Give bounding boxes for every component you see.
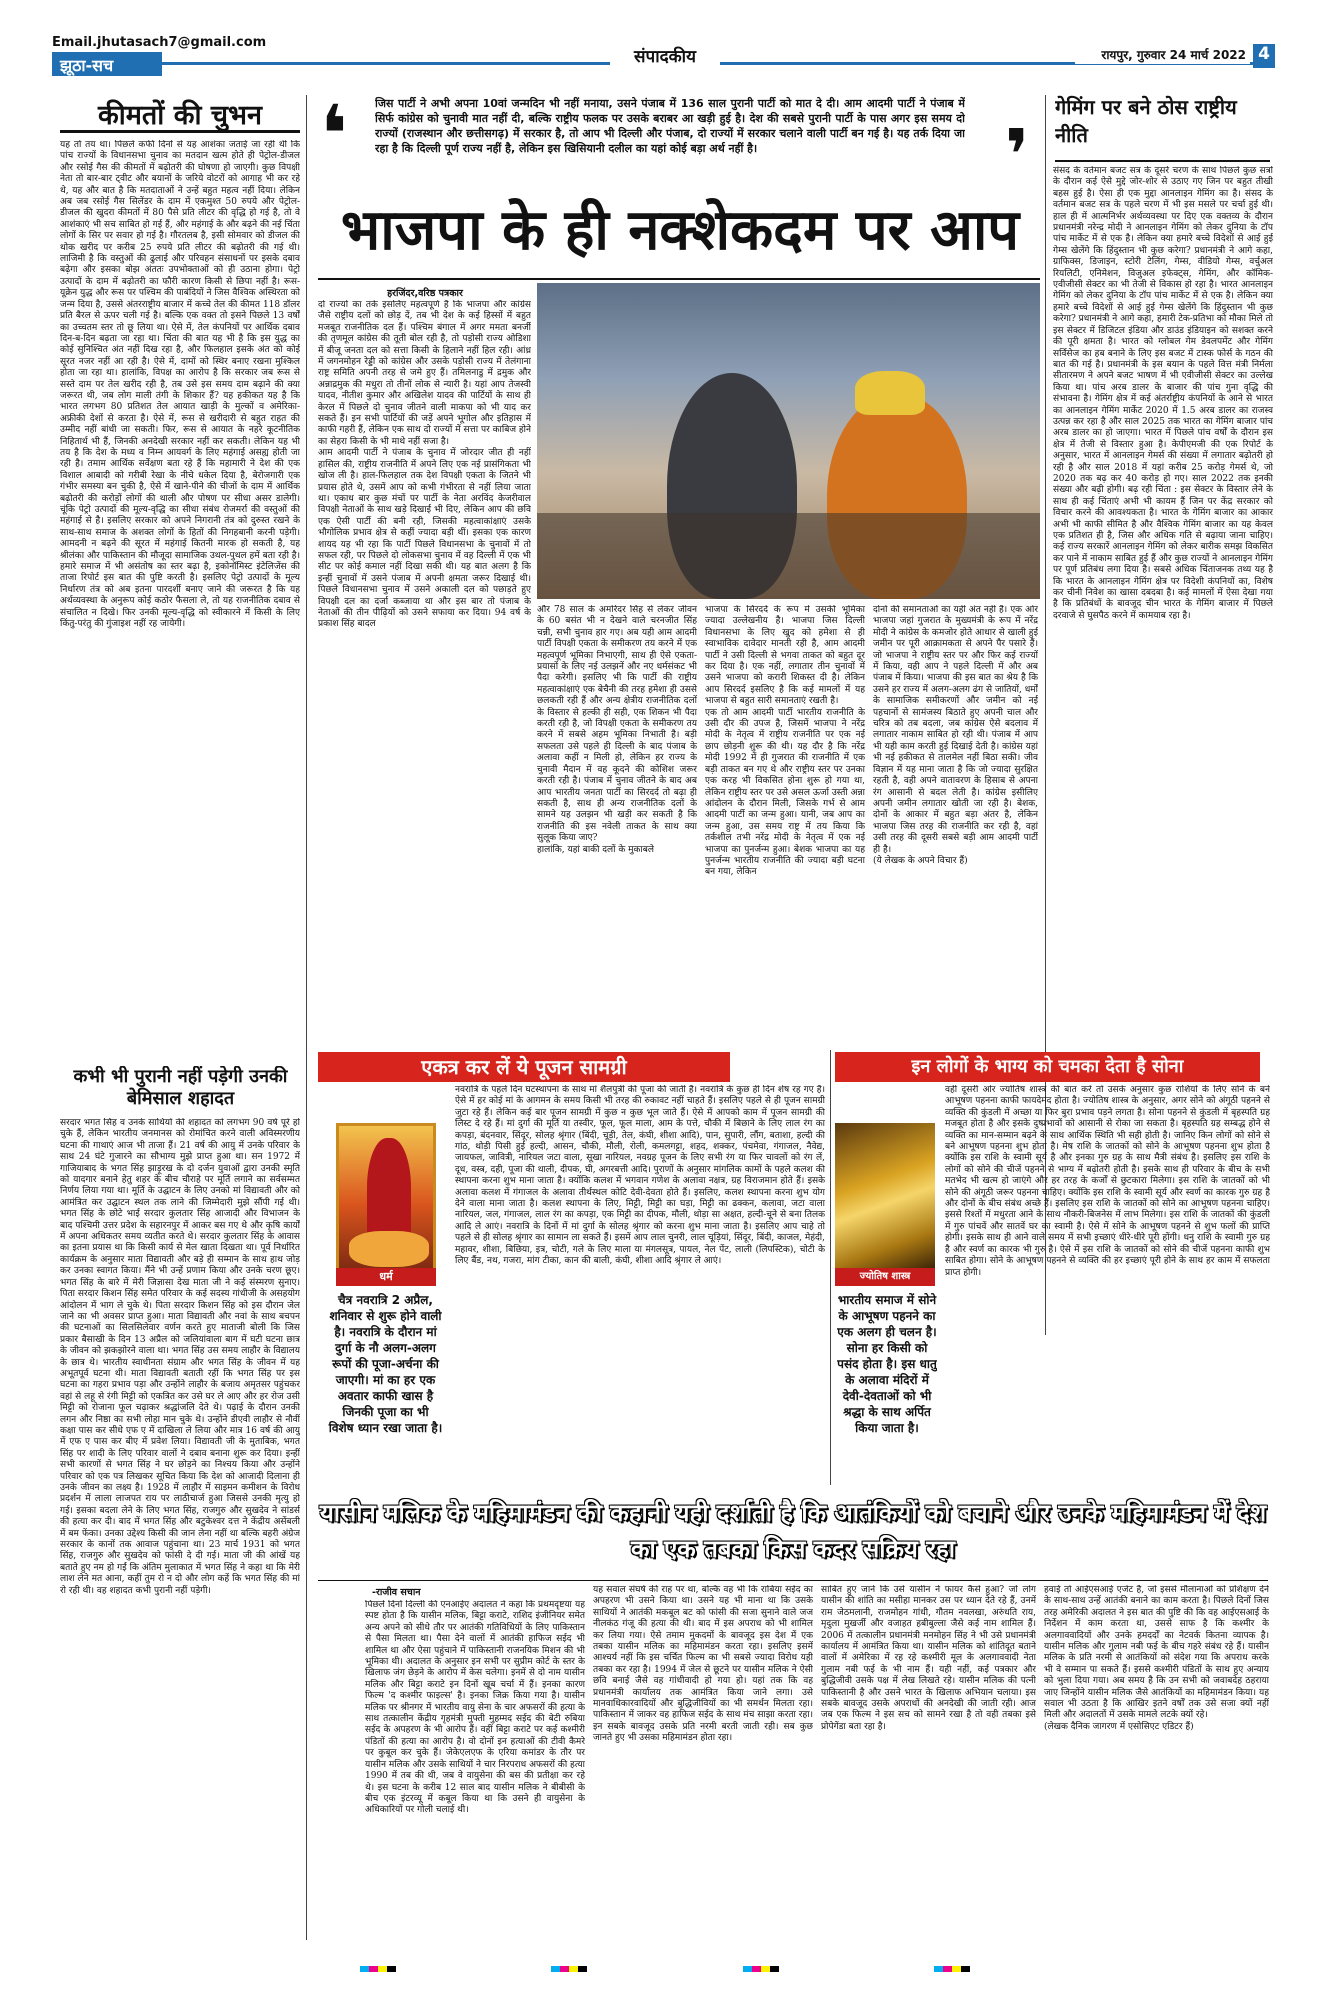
- main-headline: भाजपा के ही नक्शेकदम पर आप: [340, 198, 1020, 263]
- dateline: रायपुर, गुरुवार 24 मार्च 2022: [1075, 46, 1250, 64]
- yasin-rule: [318, 1580, 1268, 1581]
- politicians-photo: [537, 283, 1040, 599]
- yasin-headline: यासीन मलिक के महिमामंडन की कहानी यही दर्शाती है कि आतंकियों को बचाने और उनके महिमामंडन में देश का एक तबका किस कदर सक्रिय रहा: [319, 1499, 1267, 1563]
- puja-article: [455, 1085, 825, 1485]
- yasin-col-3: [821, 1585, 1036, 1935]
- yasin-col-4: [1044, 1585, 1269, 1935]
- puja-pullquote: चैत्र नवरात्रि 2 अप्रैल, शनिवार से शुरू होने वाली है। नवरात्रि के दौरान मां दुर्गा के नौ अलग-अलग रूपों की पूजा-अर्चना की जाएगी। मां का हर एक अवतार काफी खास है जिनकी पूजा का भी विशेष ध्यान रखा जाता है।: [328, 1293, 443, 1435]
- left-title-2: कभी भी पुरानी नहीं पड़ेगी उनकी बेमिसाल शहादत: [73, 1066, 288, 1109]
- puja-header: एकत्र कर लें ये पूजन सामग्री: [318, 1052, 730, 1082]
- gold-label: ज्योतिष शास्त्र: [835, 1268, 935, 1286]
- gold-pullquote: भारतीय समाज में सोने के आभूषण पहनने का एक अलग ही चलन है। सोना हर किसी को पसंद होता है। इस धातु के अलावा मंदिरों में देवी-देवताओं को भी श्रद्धा के साथ अर्पित किया जाता है।: [837, 1293, 937, 1435]
- photo-turban: [855, 371, 925, 415]
- left-article-1-body: यह तो तय था। पिछले कफी दिनों से यह आशंका जताई जा रही थी कि पांच राज्यों के विधानसभा चुनाव का मतदान खत्म होते ही पेट्रोल-डीजल और रसोई गैस की कीमतों में बढ़ोतरी की घोषणा हो जाएगी। कुछ विपक्षी नेता तो बार-बार ट्वीट और बयानों के जरिये वोटरों को आगाह भी कर रहे थे, यह और बात है कि मतदाताओं ने उन्हें बहुत महत्व नहीं दिया। लेकिन अब जब रसोई गैस सिलेंडर के दाम में एकमुश्त 50 रुपये और पेट्रोल-डीजल की खुदरा कीमतों में 80 पैसे प्रति लीटर की वृद्धि हो गई है, तो वे आशंकाएं भी सच साबित हो गई हैं, और महंगाई के और बढ़ने की नई चिंता लोगों के सिर पर सवार हो गई है। गौरतलब है, इसी सोमवार को डीजल की थोक खरीद पर करीब 25 रुपये प्रति लीटर की बढ़ोतरी की गई थी। लाजिमी है कि वस्तुओं की ढुलाई और परिवहन संसाधनों पर इसके दबाव बढ़ेगा और इसका बोझ अंततः उपभोक्ताओं को ही उठाना होगा। पेट्रो उत्पादों के दाम में बढ़ोतरी का फौरी कारण किसी से छिपा नहीं है। रूस-यूक्रेन युद्ध और रूस पर पश्चिम की पाबंदियों ने जिस वैश्विक अस्थिरता को जन्म दिया है, उससे अंतरराष्ट्रीय बाजार में कच्चे तेल की कीमत 118 डॉलर प्रति बैरल से ऊपर चली गई है। बल्कि एक वक्त तो इसने पिछले 13 वर्षों का उच्चतम स्तर तो छू लिया था। ऐसे में, तेल कंपनियों पर आर्थिक दबाव दिन-ब-दिन बढ़ता जा रहा था। चिंता की बात यह भी है कि इस युद्ध का कोई सुनिश्चित अंत नहीं दिख रहा है, और फिलहाल इसके अंत को कोई सूरत नजर नहीं आ रही है। ऐसे में, दामों को स्थिर बनाए रखना मुश्किल होता जा रहा था। हालांकि, विपक्ष का आरोप है कि सरकार जब रूस से सस्ते दाम पर तेल खरीद रही है, तब उसे इस समय दाम बढ़ाने की क्या जरूरत थी, जब लोग माली तंगी के शिकार हैं? यह हकीकत यह है कि भारत लगभग 80 प्रतिशत तेल आयात खाड़ी के मुल्कों व अमेरिका-अफ्रीकी देशों से करता है। ऐसे में, रूस से खरीदारी से बहुत राहत की उम्मीद नहीं बांधी जा सकती। फिर, रूस से आयात के नहरे कूटनीतिक निहितार्थ भी हैं, जिनकी अनदेखी सरकार नहीं कर सकती। लेकिन यह भी तय है कि देश के मध्य व निम्न आयवर्ग के लिए महंगाई असह्य होती जा रही है। तमाम आर्थिक सर्वेक्षण बता रहे हैं कि महामारी ने देश की एक विशाल आबादी को गरीबी रेखा के नीचे धकेल दिया है, बेरोजगारी एक गंभीर समस्या बन चुकी है, ऐसे में खाने-पीने की चीजों के दाम में आर्थिक बढ़ोतरी की करोड़ों लोगों की थाली और पोषण पर सीधा असर डालेगी। चूंकि पेट्रो उत्पादों की मूल्य-वृद्धि का सीधा संबंध रोजमर्रा की वस्तुओं की महंगाई से है। इसलिए सरकार को अपने निगरानी तंत्र को दुरुस्त रखने के साथ-साथ समाज के अशक्त लोगों के हितों की निगहबानी करनी पड़ेगी। आमदनी न बढ़ने की सूरत में महंगाई कितनी मारक हो सकती है, यह श्रीलंका और पाकिस्तान की मौजूदा सामाजिक उथल-पुथल हमें बता रही है। हमारे समाज में भी असंतोष का स्तर बढ़ा है, इकोनॉमिस्ट इंटेलिजेंस की ताजा रिपोर्ट इस बात की पुष्टि करती है। इसलिए पेट्रो उत्पादों के मूल्य निर्धारण तंत्र को अब इतना पारदर्शी बनाए जाने की जरूरत है कि यह अर्थव्यवस्था के अनुरूप कोई कठोर फैसला ले, तो यह राजनीतिक दबाव से संचालित न दिखे। फिर उनकी मूल्य-वृद्धि को स्वीकारने में किसी के लिए किंतु-परंतु की गुंजाइश नहीं रह जायेगी।: [60, 140, 300, 630]
- quote-open-mark: ❛: [320, 95, 348, 175]
- yasin-col-1: [365, 1600, 585, 1935]
- durga-lion: [349, 1231, 429, 1267]
- left-article-2-body: सरदार भगत सिंह व उनके साथियों की शहादत को लगभग 90 वर्ष पूरे हो चुके हैं, लेकिन भारतीय जनमानस को रोमांचित करने वाली अविस्मरणीय घटना की गाथाएं आज भी ताजा हैं। 21 वर्ष की आयु में उनके परिवार के साथ 24 घंटे गुजारने का सौभाग्य मुझे प्राप्त हुआ था। सन 1972 में गाजियाबाद के भगत सिंह झाड़ूरख के दो दर्जन युवाओं द्वारा उनकी स्मृति को यादगार बनाने हेतु शहर के बीच चौराहे पर मूर्ति लगाने का सर्वसम्मत निर्णय लिया गया था। मूर्ति के उद्घाटन के लिए उनको मां विद्यावती और को आमंत्रित कर उद्घाटन स्थल तक लाने की जिम्मेदारी मुझे सौंपी गई थी। भगत सिंह के छोटे भाई सरदार कुलतार सिंह आजादी और विभाजन के बाद पश्चिमी उत्तर प्रदेश के सहारनपुर में आकर बस गए थे और कृषि कार्यों में अपना अधिकतर समय व्यतीत करते थे। सरदार कुलतार सिंह के आवास का इतना प्रयास था कि किसी कार्य से मेल खाता दिखता था। पूर्व निर्धारित कार्यक्रम के अनुसार माता विद्यावती और बड़े ही सम्मान के साथ हाथ जोड़ कर उनका स्वागत किया। मैंने भी उन्हें प्रणाम किया और उनके चरण छूए। भगत सिंह के बारे में मेरी जिज्ञासा देख माता जी ने कई संस्मरण सुनाए। पिता सरदार किशन सिंह समेत परिवार के कई सदस्य गांधीजी के असहयोग आंदोलन में भाग ले चुके थे। पिता सरदार किशन सिंह को इस दौरान जेल जाने का भी अवसर प्राप्त हुआ। माता विद्यावती और नवां के साथ बचपन की घटनाओं का सिलसिलेवार वर्णन करते हुए माताजी बोली कि जिस प्रकार बैसाखी के दिन 13 अप्रैल को जलियांवाला बाग में घटी घटना छात्र के जीवन को झकझोरने वाला था। भगत सिंह उस समय लाहौर के विद्यालय के छात्र थे। भारतीय स्वाधीनता संग्राम और भगत सिंह के जीवन में यह अभूतपूर्व घटना थी। माता विद्यावती बताती रहीं कि भगत सिंह पर इस घटना का गहरा प्रभाव पड़ा और उन्होंने लाहौर के बजाय अमृतसर पहुंचकर वहां से लहू से रंगी मिट्टी को एकत्रित कर उसे घर ले आए और हर रोज उसी मिट्टी को रोजाना फूल चढ़ाकर श्रद्धांजलि देते थे। पढ़ाई के दौरान उनकी लगन और निष्ठा का सभी लोहा मान चुके थे। उन्होंने डीएवी लाहौर से नौवीं कक्षा पास कर सीधे एफ ए में दाखिला ले लिया और मात्र 16 वर्ष की आयु में एफ ए पास कर बीए में प्रवेश लिया। विद्यावती जी के मुताबिक, भगत सिंह पर शादी के लिए परिवार वालों ने दबाव बनाना शुरू कर दिया। इन्हीं सभी कारणों से भगत सिंह ने घर छोड़ने का निश्चय किया और उन्होंने परिवार को एक पत्र लिखकर सूचित किया कि देश को आजादी दिलाना ही उनके जीवन का लक्ष्य है। 1928 में लाहौर में साइमन कमीशन के विरोध प्रदर्शन में लाला लाजपत राय पर लाठीचार्ज हुआ जिससे उनकी मृत्यु हो गई। इसका बदला लेने के लिए भगत सिंह, राजगुरु और सुखदेव ने सांडर्स की हत्या कर दी। बाद में भगत सिंह और बटुकेश्वर दत्त ने केंद्रीय असेंबली में बम फेंका। उनका उद्देश्य किसी की जान लेना नहीं था बल्कि बहरी अंग्रेज सरकार के कानों तक आवाज पहुंचाना था। 23 मार्च 1931 को भगत सिंह, राजगुरु और सुखदेव को फांसी दे दी गई। माता जी की आंखें यह बताते हुए नम हो गईं कि अंतिम मुलाकात में भगत सिंह ने कहा था कि मेरी लाश लेने मत आना, कहीं तुम रो न दो और लोग कहें कि भगत सिंह की मां रो रही थी। वह शहादत कभी पुरानी नहीं पड़ेगी।: [60, 1118, 300, 1596]
- quote-text: जिस पार्टी ने अभी अपना 10वां जन्मदिन भी नहीं मनाया, उसने पंजाब में 136 साल पुरानी पार्टी को मात दे दी। आम आदमी पार्टी ने पंजाब में सिर्फ कांग्रेस को चुनावी मात नहीं दी, बल्कि राष्ट्रीय फलक पर उसके बराबर आ खड़ी हुई है। देश की सबसे पुरानी पार्टी के पास अगर इस समय दो राज्यों (राजस्थान और छत्तीसगढ़) में सरकार है, तो आप भी दिल्ली और पंजाब, दो राज्यों में सरकार चलाने वाली पार्टी बन गई है। यह तर्क दिया जा रहा है कि दिल्ली पूर्ण राज्य नहीं है, लेकिन इस खिसियानी दलील का यहां कोई बड़ा अर्थ नहीं है।: [375, 97, 965, 155]
- yasin-col-4-text: हवाई तो आईएसआई एजेंट है, जो इससे मौलानाओं को प्रशिक्षण देने के साथ-साथ उन्हें आतंकी बनाने का काम करता है। पिछले दिनों जिस तरह अमेरिकी अदालत ने इस बात की पुष्टि की कि वह आईएसआई के निर्देशन में काम करता था, उससे साफ है कि कश्मीर के अलगाववादियों और उनके हमदर्दों का नेटवर्क कितना व्यापक है। यासीन मलिक और गुलाम नबी फई के बीच गहरे संबंध रहे हैं। यासीन मलिक के प्रति नरमी से आतंकियों को संदेश गया कि अपराध करके भी वे सम्मान पा सकते हैं। इससे कश्मीरी पंडितों के साथ हुए अन्याय को भुला दिया गया। अब समय है कि उन सभी को जवाबदेह ठहराया जाए जिन्होंने यासीन मलिक जैसे आतंकियों का महिमामंडन किया। यह सवाल भी उठता है कि आखिर इतने वर्षों तक उसे सजा क्यों नहीं मिली और अदालतों में उसके मामले लटके क्यों रहे। (लेखक दैनिक जागरण में एसोसिएट एडिटर हैं): [1044, 1585, 1269, 1732]
- gold-article-body: वहीं दूसरी ओर ज्योतिष शास्त्र की बात करें तो उसके अनुसार कुछ राशियों के लिए सोने के बने आभूषण पहनना काफी फायदेमंद होता है। ज्योतिष शास्त्र के अनुसार, अगर सोने को अंगूठी पहनने से व्यक्ति की कुंडली में अच्छा या फिर बुरा प्रभाव पड़ने लगता है। सोना पहनने से कुंडली में बृहस्पति ग्रह मजबूत होता है और इसके दुष्प्रभावों को आसानी से रोका जा सकता है। बृहस्पति ग्रह सम्बद्ध होने से व्यक्ति का मान-सम्मान बढ़ने के साथ आर्थिक स्थिति भी सही होती है। जानिए किन लोगों को सोने से बने आभूषण पहनना शुभ होता है। मेष राशि के जातकों को सोने के आभूषण पहनना शुभ होता है क्योंकि इस राशि के स्वामी सूर्य है और इनका गुरु ग्रह के साथ मैत्री संबंध है। इसलिए इस राशि के लोगों को सोने की चीजें पहनने से भाग्य में बढ़ोतरी होती है। इसके साथ ही परिवार के बीच के सभी मतभेद भी खत्म हो जाएंगे और हर तरह के कर्जों से छुटकारा मिलेगा। इस राशि के जातकों को भी सोने की अंगूठी जरूर पहनना चाहिए। क्योंकि इस राशि के स्वामी सूर्य और स्वर्ण का कारक गुरु ग्रह है और दोनों के बीच संबंध अच्छे हैं। इसलिए इस राशि के जातकों को सोने का आभूषण पहनना चाहिए। इससे रिश्तों में मधुरता आने के साथ नौकरी-बिजनेस में लाभ मिलेगा। इस राशि के जातकों की कुंडली में गुरु पांचवें और सातवें घर का स्वामी है। ऐसे में सोने के आभूषण पहनने से शुभ फलों की प्राप्ति होगी। इसके साथ ही आने वाले समय में सभी इच्छाएं धीरे-धीरे पूरी होंगी। धनु राशि के स्वामी गुरु ग्रह है और स्वर्ण का कारक भी गुरु है। ऐसे में इस राशि के जातकों को सोने की चीजें पहनना काफी शुभ साबित होगा। सोने के आभूषण पहनने से व्यक्ति की हर इच्छाएं पूरी होने के साथ हर काम में सफलता प्राप्त होगी।: [945, 1085, 1270, 1278]
- left-title-1: कीमतों की चुभन: [60, 95, 300, 133]
- main-col-1-text: दो राज्यों का तर्क इसलिए महत्वपूर्ण है कि भाजपा और कांग्रेस जैसे राष्ट्रीय दलों को छोड़ दें, तब भी देश के कई हिस्सों में बहुत मजबूत राजनीतिक दल हैं। पश्चिम बंगाल में अगर ममता बनर्जी की तृणमूल कांग्रेस की तूती बोल रही है, तो पड़ोसी राज्य ओडिशा में बीजू जनता दल को सत्ता किसी के हिलाने नहीं हिल रही। आंध्र में जगनमोहन रेड्डी को कांग्रेस और उसके पड़ोसी राज्य में तेलंगाना राष्ट्र समिति अपनी तरह से जमे हुए हैं। तमिलनाडु में द्रमुक और अन्नाद्रमुक की मधुरा तो तीनों लोक से न्यारी है। यहां आप तेजस्वी यादव, नीतीश कुमार और अखिलेश यादव की पार्टियों के साथ ही केरल में पिछले दो चुनाव जीतने वाली माकपा को भी याद कर सकते हैं। इन सभी पार्टियों की जड़ें अपने भूगोल और इतिहास में काफी गहरी हैं, लेकिन एक साथ दो राज्यों में सत्ता पर काबिज होने का सेहरा किसी के भी माथे नहीं सजा है। आम आदमी पार्टी ने पंजाब के चुनाव में जोरदार जीत ही नहीं हासिल की, राष्ट्रीय राजनीति में अपने लिए एक नई प्रासंगिकता भी खोज ली है। हाल-फिलहाल तक देश विपक्षी एकता के जितने भी प्रयास होते थे, उसमें आप को कभी गंभीरता से नहीं लिया जाता था। एकाध बार कुछ मंचों पर पार्टी के नेता अरविंद केजरीवाल विपक्षी नेताओं के साथ खड़े दिखाई भी दिए, लेकिन आप की छवि एक ऐसी पार्टी की बनी रही, जिसकी महत्वाकांक्षाएं उसके भौगोलिक प्रभाव क्षेत्र से कहीं ज्यादा बड़ी थीं। इसका एक कारण शायद यह भी रहा कि पार्टी पिछले विधानसभा के चुनावों में तो सफल रही, पर पिछले दो लोकसभा चुनाव में वह दिल्ली में एक भी सीट पर कोई कमाल नहीं दिखा सकी थी। यह बात अलग है कि इन्हीं चुनावों में उसने पंजाब में अपनी क्षमता जरूर दिखाई थी। पिछले विधानसभा चुनाव में उसने अकाली दल को पछाड़ते हुए विपक्षी दल का दर्जा कब्जाया था और इस बार तो पंजाब के नेताओं की तीन पीढ़ियों को उसने सफाया कर दिया। 94 वर्ष के प्रकाश सिंह बादल: [318, 300, 531, 630]
- page-number: 4: [1253, 44, 1275, 68]
- headline-rule: [318, 278, 1040, 280]
- yasin-col-3-text: साबित हुए जाने कि उसे यासीन ने फायर कैसे हुआ? जो लोग यासीन की शांति का मसीहा मानकर उस पर ध्यान देते रहे हैं, उनमें राम जेठमलानी, राजमोहन गांधी, गौतम नवलखा, अरुंधति राय, मृदुला मुखर्जी और वजाहत हबीबुल्ला जैसे कई नाम शामिल हैं। 2006 में तत्कालीन प्रधानमंत्री मनमोहन सिंह ने भी उसे प्रधानमंत्री कार्यालय में आमंत्रित किया था। यासीन मलिक को शांतिदूत बताने वालों में अमेरिका में रह रहे कश्मीरी मूल के अलगाववादी नेता गुलाम नबी फई के भी नाम हैं। यही नहीं, कई पत्रकार और बुद्धिजीवी उसके पक्ष में लेख लिखते रहे। यासीन मलिक की पत्नी पाकिस्तानी है और उसने भारत के खिलाफ अभियान चलाया। इस सबके बावजूद उसके अपराधों की अनदेखी की जाती रही। आज जब एक फिल्म ने इस सच को सामने रखा है तो वही तबका इसे प्रोपेगेंडा बता रहा है।: [821, 1585, 1036, 1732]
- left-article-1: [60, 140, 300, 1060]
- left-divider: [306, 95, 307, 1940]
- print-color-bar: [50, 1960, 1280, 1972]
- yasin-col-2: [593, 1585, 813, 1935]
- paper-name-badge: झूठा-सच: [52, 52, 162, 76]
- gold-image: [835, 1123, 935, 1268]
- gaming-title-rule: [1055, 160, 1270, 162]
- email-line: Email.jhutasach7@gmail.com: [52, 35, 267, 50]
- main-byline: हरजिंदर,वरिष्ठ पत्रकार: [387, 288, 463, 299]
- yasin-byline: -राजीव सचान: [372, 1587, 421, 1598]
- left-article-2: [60, 1118, 300, 1938]
- durga-image: [336, 1123, 436, 1273]
- puja-article-body: नवरात्रि के पहले दिन घटस्थापना के साथ मां शैलपुत्री की पूजा की जाती है। नवरात्रि के कुछ ही दिन शेष रह गए हैं। ऐसे में हर कोई मां के आगमन के समय किसी भी तरह की रुकावट नहीं चाहते हैं। इसलिए पहले से ही पूजन सामग्री जुटा रहे हैं। लेकिन कई बार पूजन सामग्री में कुछ न कुछ भूल जाते हैं। ऐसे में आपको काम में पूजन सामग्री की लिस्ट दे रहे हैं। मां दुर्गा की मूर्ति या तस्वीर, फूल, फूल माला, आम के पत्ते, चौकी में बिछाने के लिए लाल रंग का कपड़ा, बंदनवार, सिंदूर, सोलह श्रृंगार (बिंदी, चूड़ी, तेल, कंघी, शीशा आदि), पान, सुपारी, लौंग, बताशा, हल्दी की गांठ, थोड़ी पिसी हुई हल्दी, आसन, चौकी, मौली, रोली, कमलगट्टा, शहद, शक्कर, पंचमेवा, गंगाजल, नैवेद्य, जायफल, जावित्री, नारियल जटा वाला, सूखा नारियल, नवग्रह पूजन के लिए सभी रंग या फिर चावलों को रंग लें, दूध, वस्त्र, दही, पूजा की थाली, दीपक, घी, अगरबत्ती आदि। पुराणों के अनुसार मांगलिक कामों के पहले कलश की स्थापना करना शुभ माना जाता है। क्योंकि कलश में भगवान गणेश के अलावा नक्षत्र, ग्रह विराजमान होते हैं। इसके अलावा कलश में गंगाजल के अलावा तीर्थस्थल कोटि देवी-देवता होते हैं। इसलिए, कलश स्थापना करना शुभ योग देने वाला माना जाता है। कलश स्थापना के लिए, मिट्टी, मिट्टी का घड़ा, मिट्टी का ढक्कन, कलावा, जटा वाला नारियल, जल, गंगाजल, लाल रंग का कपड़ा, एक मिट्टी का दीपक, मौली, थोड़ा सा अक्षत, हल्दी-चूने से बना तिलक आदि ले आएं। नवरात्रि के दिनों में मां दुर्गा के सोलह श्रृंगार को करना शुभ माना जाता है। इसलिए आप चाहे तो पहले से ही सोलह श्रृंगार का सामान ला सकते हैं। इसमें आप लाल चुनरी, लाल चूड़ियां, सिंदूर, बिंदी, काजल, मेहंदी, महावर, शीशा, बिछिया, इत्र, चोटी, गले के लिए माला या मंगलसूत्र, पायल, नेल पेंट, लाली (लिपस्टिक), चोटी के लिए बैंड, नथ, गजरा, मांग टीका, कान की बाली, कंघी, शीशा आदि श्रृंगार ले आएं।: [455, 1085, 825, 1267]
- section-name: संपादकीय: [610, 44, 720, 70]
- puja-gold-divider: [830, 1050, 831, 1485]
- photo-crowd: [537, 513, 1040, 599]
- main-col-4-text: दोनों की समानताओं का यही अंत नहीं है। एक ओर भाजपा जहां गुजरात के मुख्यमंत्री के रूप में नरेंद्र मोदी ने कांग्रेस के कमजोर होते आधार से खाली हुई जमीन पर पूरी आक्रामकता से अपने पैर पसारे हैं। जो भाजपा ने राष्ट्रीय स्तर पर और फिर कई राज्यों में किया, वही आप ने पहले दिल्ली में और अब पंजाब में किया। भाजपा की इस बात का श्रेय है कि उसने हर राज्य में अलग-अलग ढंग से जातियों, धर्मों के सामाजिक समीकरणों और जमीन को नई पहचानों से सामंजस्य बिठाते हुए अपनी चाल और चरित्र को तब बदला, जब कांग्रेस ऐसे बदलाव में लगातार नाकाम साबित हो रही थी। पंजाब में आप भी यही काम करती हुई दिखाई देती है। कांग्रेस यहां भी नई हकीकत से तालमेल नहीं बिठा सकी। जीव विज्ञान में यह माना जाता है कि जो ज्यादा सुरक्षित रहती है, वही अपने वातावरण के हिसाब से अपना रंग आसानी से बदल लेती है। कांग्रेस इसीलिए अपनी जमीन लगातार खोती जा रही है। बेशक, दोनों के आकार में बहुत बड़ा अंतर है, लेकिन भाजपा जिस तरह की राजनीति कर रही है, वहां उसी तरह की दूसरी सबसे बड़ी आम आदमी पार्टी ही है। (ये लेखक के अपने विचार हैं): [873, 605, 1038, 866]
- gaming-title: गेमिंग पर बने ठोस राष्ट्रीय नीति: [1055, 95, 1237, 147]
- main-col-2-text: और 78 साल के अमरिंदर सिंह से लेकर जीवन के 60 बसंत भी न देखने वाले चरनजीत सिंह चन्नी, सभी चुनाव हार गए। अब यही आम आदमी पार्टी विपक्षी एकता के समीकरण तय करने में एक महत्वपूर्ण भूमिका निभाएगी, साथ ही ऐसे एकता-प्रयासों के लिए नई उलझनें और नए धर्मसंकट भी पैदा करेगी। इसलिए भी कि पार्टी की राष्ट्रीय महत्वाकांक्षाएं एक बेचैनी की तरह हमेशा ही उससे छलकती रही हैं और अन्य क्षेत्रीय राजनीतिक दलों के विस्तार से हल्की ही सही, एक शिकन भी पैदा करती रही है, जो विपक्षी एकता के समीकरण तय करने में सबसे अहम भूमिका निभाती है। बड़ी सफलता उसे पहले ही दिल्ली के बाद पंजाब के अलावा कहीं न मिली हो, लेकिन हर राज्य के चुनावी मैदान में वह कूदने की कोशिश जरूर करती रही है। पंजाब में चुनाव जीतने के बाद अब आप भारतीय जनता पार्टी का सिरदर्द तो बढ़ा ही सकती है, साथ ही अन्य राजनीतिक दलों के सामने यह उलझन भी खड़ी कर सकती है कि राजनीति की इस नवेली ताकत के साथ क्या सुलूक किया जाए? हालांकि, यहां बाकी दलों के मुकाबले: [537, 605, 697, 855]
- gold-article: [945, 1085, 1270, 1485]
- main-col-3-text: भाजपा के सिरदर्द के रूप में उसकी भूमिका ज्यादा उल्लेखनीय है। भाजपा जिस दिल्ली विधानसभा के लिए खुद को हमेशा से ही स्वाभाविक दावेदार मानती रही है, आम आदमी पार्टी ने उसी दिल्ली से भगवा ताकत को बहुत दूर कर दिया है। एक नहीं, लगातार तीन चुनावों में उसने भाजपा को करारी शिकस्त दी है। लेकिन आप सिरदर्द इसलिए है कि कई मामलों में यह भाजपा से बहुत सारी समानताएं रखती है। एक तो आम आदमी पार्टी भारतीय राजनीति के उसी दौर की उपज है, जिसमें भाजपा ने नरेंद्र मोदी के नेतृत्व में राष्ट्रीय राजनीति पर एक नई छाप छोड़नी शुरू की थी। यह दौर है कि नरेंद्र मोदी 1992 में ही गुजरात की राजनीति में एक बड़ी ताकत बन गए थे और राष्ट्रीय स्तर पर उनका एक करह भी विकसित होना शुरू हो गया था, लेकिन राष्ट्रीय स्तर पर उसे असल ऊर्जा उस्ती अन्ना आंदोलन के दौरान मिली, जिसके गर्भ से आम आदमी पार्टी का जन्म हुआ। यानी, जब आप का जन्म हुआ, उस समय राष्ट्र में तय किया कि तर्कशील तभी नरेंद्र मोदी के नेतृत्व में एक नई भाजपा का पुनर्जन्म हुआ। बेशक भाजपा का यह पुनर्जन्म भारतीय राजनीति की ज्यादा बड़ी घटना बन गया, लेकिन: [705, 605, 865, 878]
- gold-header: इन लोगों के भाग्य को चमका देता है सोना: [835, 1052, 1260, 1082]
- quote-close-mark: ❜: [1005, 120, 1030, 190]
- yasin-col-2-text: यह सवाल संघर्ष की राह पर था, बल्कि वह भी कि राबिया सईद का अपहरण भी उसने किया था। उसने यह भी माना था कि उसके साथियों ने आतंकी मकबूल बट को फांसी की सजा सुनाने वाले जज नीलकंठ गंजू की हत्या की थी। बाद में इस अपराध को भी शामिल कर लिया गया। ऐसे तमाम मुकदमों के बावजूद इस देश में एक तबका यासीन मलिक का महिमामंडन करता रहा। इसलिए इसमें आश्चर्य नहीं कि इस चर्चित फिल्म का भी सबसे ज्यादा विरोध यही तबका कर रहा है। 1994 में जेल से छूटने पर यासीन मलिक ने ऐसी छवि बनाई जैसे वह गांधीवादी हो गया हो। यहां तक कि वह प्रधानमंत्री कार्यालय तक आमंत्रित किया जाने लगा। उसे मानवाधिकारवादियों और बुद्धिजीवियों का भी समर्थन मिलता रहा। पाकिस्तान में जाकर वह हाफिज सईद के साथ मंच साझा करता रहा। इन सबके बावजूद उसके प्रति नरमी बरती जाती रही। सब कुछ जानते हुए भी उसका महिमामंडन होता रहा।: [593, 1585, 813, 1744]
- gaming-article-body: संसद के वर्तमान बजट सत्र के दूसरे चरण के साथ पिछले कुछ सत्रों के दौरान कई ऐसे मुद्दे जोर-शोर से उठाए गए जिन पर बहुत तीखी बहस हुई है। ऐसा ही एक मुद्दा आनलाइन गेमिंग का है। संसद के वर्तमान बजट सत्र के पहले चरण में भी इस मसले पर चर्चा हुई थी। हाल ही में आत्मनिर्भर अर्थव्यवस्था पर दिए एक वक्तव्य के दौरान प्रधानमंत्री नरेन्द्र मोदी ने आनलाइन गेमिंग को लेकर दुनिया के टॉप पांच मार्केट में से एक है। लेकिन क्या हमारे बच्चे विदेशों से आई हुई गेम्स खेलेंगे कि हिंदुस्तान भी कुछ करेगा? प्रधानमंत्री ने आगे कहा, ग्राफिक्स, डिजाइन, स्टोरी टेलिंग, गेम्स, वीडियो गेम्स, वर्चुअल रियलिटी, एनिमेशन, विजुअल इफेक्ट्स, गेमिंग, और कॉमिक-एवीजीसी सेक्टर का भी तेजी से विकास हो रहा है। भारत आनलाइन गेमिंग को लेकर दुनिया के टॉप पांच मार्केट में से एक है। लेकिन क्या हमारे बच्चे विदेशों से आई हुई गेम्स खेलेंगे कि हिंदुस्तान भी कुछ करेगा? प्रधानमंत्री ने आगे कहा, हमारी टेक-प्रतिभा को मौका मिले तो इस सेक्टर में डिजिटल इंडिया और डाउंड इंडियाइन को सशक्त करने की पूरी क्षमता है। भारत को ग्लोबल गेम डेवलपमेंट और गेमिंग सर्विसेज का हब बनाने के लिए इस बजट में टास्क फोर्स के गठन की बात की गई है। प्रधानमंत्री के इस बयान के पहले वित्त मंत्री निर्मला सीतारमण ने अपने बजट भाषण में भी एवीजीसी सेक्टर का उल्लेख किया था। पांच अरब डालर के बाजार की पांच गुना वृद्धि की संभावना है। गेमिंग क्षेत्र में कई अंतर्राष्ट्रीय कंपनियों के आने से भारत का आनलाइन गेमिंग मार्केट 2020 में 1.5 अरब डालर का राजस्व उत्पन्न कर रहा है और साल 2025 तक भारत का गेमिंग बाजार पांच अरब डालर का हो जाएगा। भारत में पिछले पांच वर्षों के दौरान इस क्षेत्र में तेजी से विस्तार हुआ है। केपीएमजी की एक रिपोर्ट के अनुसार, भारत में आनलाइन गेमर्स की संख्या में लगातार बढ़ोतरी हो रही है और साल 2018 में यहां करीब 25 करोड़ गेमर्स थे, जो 2020 तक बढ़ कर 40 करोड़ हो गए। साल 2022 तक इनकी संख्या और बढ़ी होगी। बढ़ रही चिंता : इस सेक्टर के विस्तार लेने के साथ ही कई चिंताएं अभी भी कायम हैं जिन पर केंद्र सरकार को विचार करने की आवश्यकता है। भारत के गेमिंग बाजार का आकार अभी भी काफी सीमित है और वैश्विक गेमिंग बाजार का यह केवल एक प्रतिशत ही है, जिस और अधिक गति से बढ़ाया जाना चाहिए। कई राज्य सरकारें आनलाइन गेमिंग को लेकर बारीक समझ विकसित कर पाने में नाकाम साबित हुई हैं और कुछ राज्यों ने आनलाइन गेमिंग पर पूर्ण प्रतिबंध लगा दिया है। सबसे अधिक चिंताजनक तथ्य यह है कि भारत के आनलाइन गेमिंग क्षेत्र पर विदेशी कंपनियों का, विशेष कर चीनी निवेश का खासा दबदबा है। कई मामलों में ऐसा देखा गया है कि प्रतिबंधों के बावजूद चीन भारत के गेमिंग बाजार में पिछले दरवाजे से घुसपैठ करने में कामयाब रहा है।: [1053, 166, 1273, 621]
- puja-label: धर्म: [336, 1268, 436, 1286]
- yasin-col-1-text: पिछले दिनों दिल्ली की एनआईए अदालत ने कहा कि प्रथमदृष्टया यह स्पष्ट होता है कि यासीन मलिक, बिट्टा कराटे, राशिद इंजीनियर समेत अन्य अपने को सीधे तौर पर आतंकी गतिविधियों के लिए पाकिस्तान से पैसा मिलता था। पैसा देने वालों में आतंकी हाफिज सईद भी शामिल था और ऐसा पहुंचाने में पाकिस्तानी राजनयिक मिशन की भी भूमिका थी। अदालत के अनुसार इन सभी पर सुप्रीम कोर्ट के स्तर के खिलाफ जंग छेड़ने के आरोप में केस चलेगा। इनमें से दो नाम यासीन मलिक और बिट्टा कराटे इन दिनों खूब चर्चा में हैं। इनका कारण फिल्म 'द कश्मीर फाइल्स' है। इनका जिक्र किया गया है। यासीन मलिक पर श्रीनगर में भारतीय वायु सेना के चार अफसरों की हत्या के साथ तत्कालीन केंद्रीय गृहमंत्री मुफ्ती मुहम्मद सईद की बेटी रुबिया सईद के अपहरण के भी आरोप हैं। वहीं बिट्टा कराटे पर कई कश्मीरी पंडितों की हत्या का आरोप है। वो दोनों इन हत्याओं की टीवी कैमरे पर कुबूल कर चुके हैं। जेकेएलएफ के एरिया कमांडर के तौर पर यासीन मलिक और उसके साथियों ने चार निरपराध अफसरों की हत्या 1990 में तब की थी, जब वे वायुसेना की बस की प्रतीक्षा कर रहे थे। इस घटना के करीब 12 साल बाद यासीन मलिक ने बीबीसी के बीच एक इंटरव्यू में कबूल किया था कि उसने ही वायुसेना के अधिकारियों पर गोली चलाई थी।: [365, 1600, 585, 1816]
